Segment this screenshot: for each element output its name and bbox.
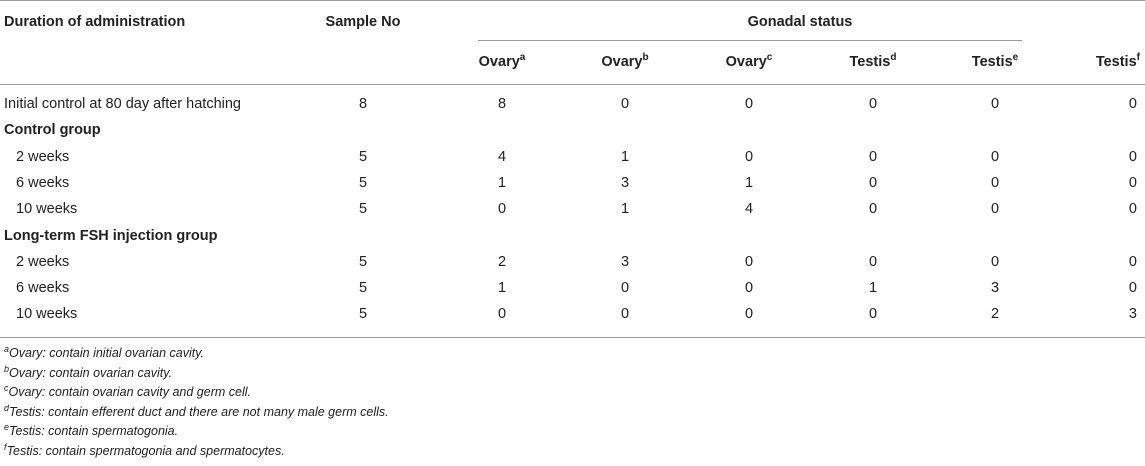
- footnote-text: Testis: contain spermatogonia.: [9, 424, 179, 438]
- gonadal-count-cell: 0: [620, 280, 630, 297]
- gonadal-count-cell: 0: [990, 174, 1000, 191]
- gonadal-count-cell: 0: [868, 253, 878, 270]
- header-col-superscript: d: [890, 52, 897, 63]
- gonadal-count-cell: 0: [1128, 96, 1137, 112]
- header-col-label: Ovary: [725, 54, 767, 70]
- gonadal-count-cell: 3: [620, 253, 630, 270]
- gonadal-count-cell: 0: [744, 96, 754, 112]
- gonadal-count-cell: 2: [497, 253, 507, 270]
- gonadal-count-cell: 0: [1128, 280, 1137, 297]
- gonadal-count-cell: 0: [744, 253, 754, 270]
- header-col-superscript: b: [642, 52, 649, 63]
- sample-no-cell: 5: [358, 306, 368, 323]
- header-sample-no: Sample No: [325, 14, 401, 30]
- footnote: [4, 345, 204, 361]
- header-col-testis-e: [945, 53, 1045, 71]
- footnote-text: Ovary: contain ovarian cavity and germ cell.: [8, 385, 251, 399]
- gonadal-count-cell: 0: [868, 174, 878, 191]
- footnote: [4, 443, 285, 459]
- table-bottom-rule: [0, 337, 1145, 338]
- gonadal-count-cell: 0: [990, 201, 1000, 218]
- row-label: 6 weeks: [16, 174, 70, 191]
- header-col-ovary-a: [452, 53, 552, 71]
- footnote: [4, 384, 251, 400]
- sample-no-cell: 8: [358, 96, 368, 112]
- header-col-testis-f: [1040, 53, 1140, 71]
- gonadal-count-cell: 0: [990, 96, 1000, 112]
- gonadal-count-cell: 1: [868, 280, 878, 297]
- footnote-marker: f: [4, 441, 7, 452]
- header-col-superscript: c: [766, 52, 773, 63]
- footnote-marker: b: [4, 363, 10, 374]
- gonadal-count-cell: 0: [868, 201, 878, 218]
- header-col-label: Testis: [1095, 54, 1137, 70]
- top-rule: [0, 0, 1145, 1]
- header-col-label: Ovary: [478, 54, 520, 70]
- gonadal-count-cell: 3: [620, 174, 630, 191]
- group-label: Control group: [4, 122, 101, 139]
- header-bottom-rule: [0, 84, 1145, 85]
- footnote-text: Ovary: contain ovarian cavity.: [9, 365, 173, 380]
- gonadal-count-cell: 0: [1128, 148, 1137, 165]
- header-col-ovary-c: [699, 53, 799, 71]
- gonadal-count-cell: 1: [497, 174, 507, 191]
- footnote-marker: a: [4, 344, 10, 354]
- header-col-label: Testis: [971, 54, 1013, 70]
- header-duration: Duration of administration: [4, 14, 186, 30]
- header-gonadal-status: Gonadal status: [747, 14, 853, 30]
- header-col-label: Testis: [849, 54, 891, 70]
- gonadal-count-cell: 3: [990, 280, 1000, 297]
- gonadal-count-cell: 1: [620, 148, 630, 165]
- footnote: [4, 423, 178, 439]
- gonadal-count-cell: 0: [990, 253, 1000, 270]
- sample-no-cell: 5: [358, 148, 368, 165]
- sample-no-cell: 5: [358, 253, 368, 270]
- row-label: 10 weeks: [16, 306, 78, 323]
- header-col-testis-d: [823, 53, 923, 71]
- footnote-marker: d: [4, 402, 10, 413]
- gonadal-count-cell: 0: [620, 96, 630, 112]
- sample-no-cell: 5: [358, 280, 368, 297]
- gonadal-count-cell: 0: [744, 148, 754, 165]
- gonadal-count-cell: 1: [497, 280, 507, 297]
- gonadal-count-cell: 0: [868, 96, 878, 112]
- footnote-text: Testis: contain efferent duct and there are not many male germ cells.: [9, 404, 389, 419]
- sample-no-cell: 5: [358, 174, 368, 191]
- gonadal-count-cell: 0: [497, 306, 507, 323]
- footnote: [4, 404, 389, 420]
- header-col-ovary-b: [575, 53, 675, 71]
- gonadal-count-cell: 0: [990, 148, 1000, 165]
- footnote: [4, 365, 172, 381]
- gonadal-count-cell: 0: [1128, 201, 1137, 218]
- gonadal-count-cell: 8: [497, 96, 507, 112]
- header-col-superscript: e: [1012, 52, 1019, 63]
- gonadal-count-cell: 0: [868, 148, 878, 165]
- gonadal-count-cell: 0: [744, 280, 754, 297]
- header-col-superscript: f: [1136, 52, 1140, 63]
- gonadal-count-cell: 3: [1128, 306, 1137, 323]
- sample-no-cell: 5: [358, 201, 368, 218]
- gonadal-count-cell: 0: [1128, 253, 1137, 270]
- gonadal-status-rule: [478, 40, 1022, 41]
- row-label: 2 weeks: [16, 148, 70, 165]
- group-label: Long-term FSH injection group: [4, 227, 218, 244]
- row-label: 2 weeks: [16, 253, 70, 270]
- footnote-marker: e: [4, 422, 10, 432]
- gonadal-count-cell: 0: [620, 306, 630, 323]
- header-col-superscript: a: [519, 52, 526, 63]
- gonadal-count-cell: 0: [868, 306, 878, 323]
- row-label: 6 weeks: [16, 280, 70, 297]
- gonadal-count-cell: 1: [620, 201, 630, 218]
- header-col-label: Ovary: [601, 54, 643, 70]
- row-label: 10 weeks: [16, 201, 78, 218]
- footnote-marker: c: [4, 383, 9, 393]
- gonadal-count-cell: 1: [744, 174, 754, 191]
- gonadal-count-cell: 4: [744, 201, 754, 218]
- gonadal-count-cell: 0: [497, 201, 507, 218]
- gonadal-count-cell: 2: [990, 306, 1000, 323]
- gonadal-count-cell: 4: [497, 148, 507, 165]
- footnote-text: Ovary: contain initial ovarian cavity.: [9, 346, 205, 360]
- gonadal-count-cell: 0: [744, 306, 754, 323]
- row-label: Initial control at 80 day after hatching: [4, 96, 241, 112]
- footnote-text: Testis: contain spermatogonia and spermatocytes.: [6, 443, 285, 458]
- gonadal-count-cell: 0: [1128, 174, 1137, 191]
